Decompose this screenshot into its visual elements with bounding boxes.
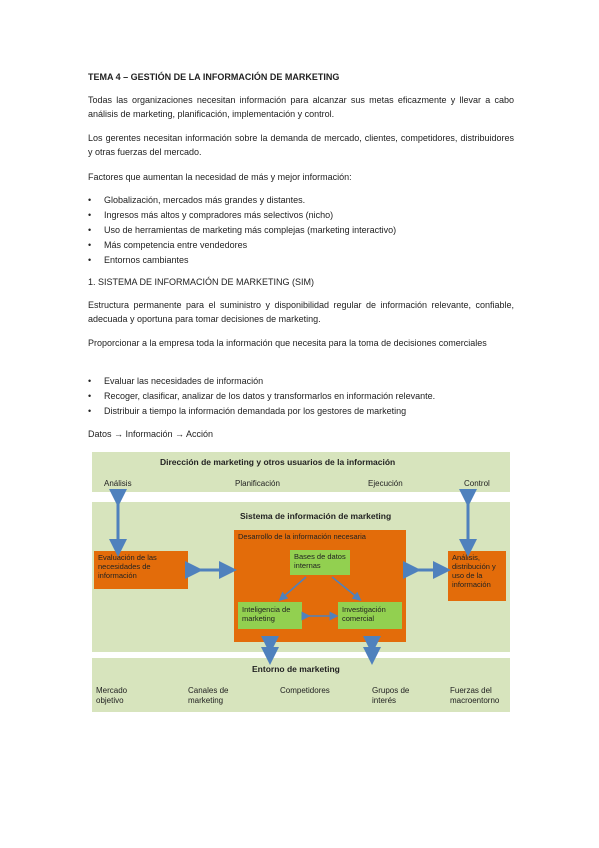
env-item-canales: Canales de marketing xyxy=(188,686,229,705)
data-flow-line: Datos → Información → Acción xyxy=(88,429,214,439)
paragraph-2: Los gerentes necesitan información sobre la demanda de mercado, clientes, competidores, distribuidores y otras fuerzas del mercado. xyxy=(88,133,514,157)
research-label: Investigación comercial xyxy=(342,605,386,623)
mis-title: Sistema de información de marketing xyxy=(240,511,392,521)
list-item-text: Ingresos más altos y compradores más selectivos (nicho) xyxy=(104,210,334,220)
env-item-grupos: Grupos de interés xyxy=(372,686,410,705)
paragraph-5: Proporcionar a la empresa toda la información que necesita para la toma de decisiones comerciales xyxy=(88,338,487,348)
bullet-icon: • xyxy=(88,406,92,416)
marketing-information-system-diagram xyxy=(92,452,512,712)
list-item-text: Entornos cambiantes xyxy=(104,255,189,265)
top-item-analisis: Análisis xyxy=(104,479,132,488)
diagram-arrows xyxy=(92,452,512,712)
bullet-icon: • xyxy=(88,240,92,250)
bullet-icon: • xyxy=(88,391,92,401)
list-item-text: Recoger, clasificar, analizar de los datos y transformarlos en información relevante. xyxy=(104,391,436,401)
env-item-mercado: Mercado objetivo xyxy=(96,686,128,705)
env-item-competidores: Competidores xyxy=(280,686,330,695)
bullet-icon: • xyxy=(88,195,92,205)
section-heading: 1. SISTEMA DE INFORMACIÓN DE MARKETING (SIM) xyxy=(88,277,315,287)
list-item-text: Evaluar las necesidades de información xyxy=(104,376,264,386)
doc-title: TEMA 4 – GESTIÓN DE LA INFORMACIÓN DE MARKETING xyxy=(88,72,340,82)
list-item-text: Distribuir a tiempo la información demandada por los gestores de marketing xyxy=(104,406,407,416)
top-item-planificacion: Planificación xyxy=(235,479,280,488)
paragraph-3: Factores que aumentan la necesidad de más y mejor información: xyxy=(88,172,352,182)
bullet-icon: • xyxy=(88,376,92,386)
list-item-text: Uso de herramientas de marketing más complejas (marketing interactivo) xyxy=(104,225,397,235)
bullet-icon: • xyxy=(88,210,92,220)
management-title: Dirección de marketing y otros usuarios de la información xyxy=(160,457,396,467)
bullet-icon: • xyxy=(88,225,92,235)
top-item-control: Control xyxy=(464,479,490,488)
development-title: Desarrollo de la información necesaria xyxy=(238,532,366,541)
paragraph-1: Todas las organizaciones necesitan información para alcanzar sus metas eficazmente y llevar a cabo análisis de marketing, planificación, implementación y control. xyxy=(88,95,514,119)
list-item-text: Globalización, mercados más grandes y distantes. xyxy=(104,195,306,205)
analysis-distribution-label: Análisis, distribución y uso de la información xyxy=(452,553,496,589)
arrow-db-to-intelligence xyxy=(282,577,306,598)
paragraph-4: Estructura permanente para el suministro y disponibilidad regular de información relevante, confiable, adecuada y oportuna para tomar decisiones de marketing. xyxy=(88,300,514,324)
evaluation-label: Evaluación de las necesidades de información xyxy=(98,553,157,580)
env-item-fuerzas: Fuerzas del macroentorno xyxy=(450,686,500,705)
list-item-text: Más competencia entre vendedores xyxy=(104,240,248,250)
environment-title: Entorno de marketing xyxy=(252,664,340,674)
top-item-ejecucion: Ejecución xyxy=(368,479,403,488)
arrow-db-to-research xyxy=(332,577,358,598)
intelligence-label: Inteligencia de marketing xyxy=(242,605,291,623)
internal-db-label: Bases de datos internas xyxy=(294,552,346,570)
bullet-icon: • xyxy=(88,255,92,265)
